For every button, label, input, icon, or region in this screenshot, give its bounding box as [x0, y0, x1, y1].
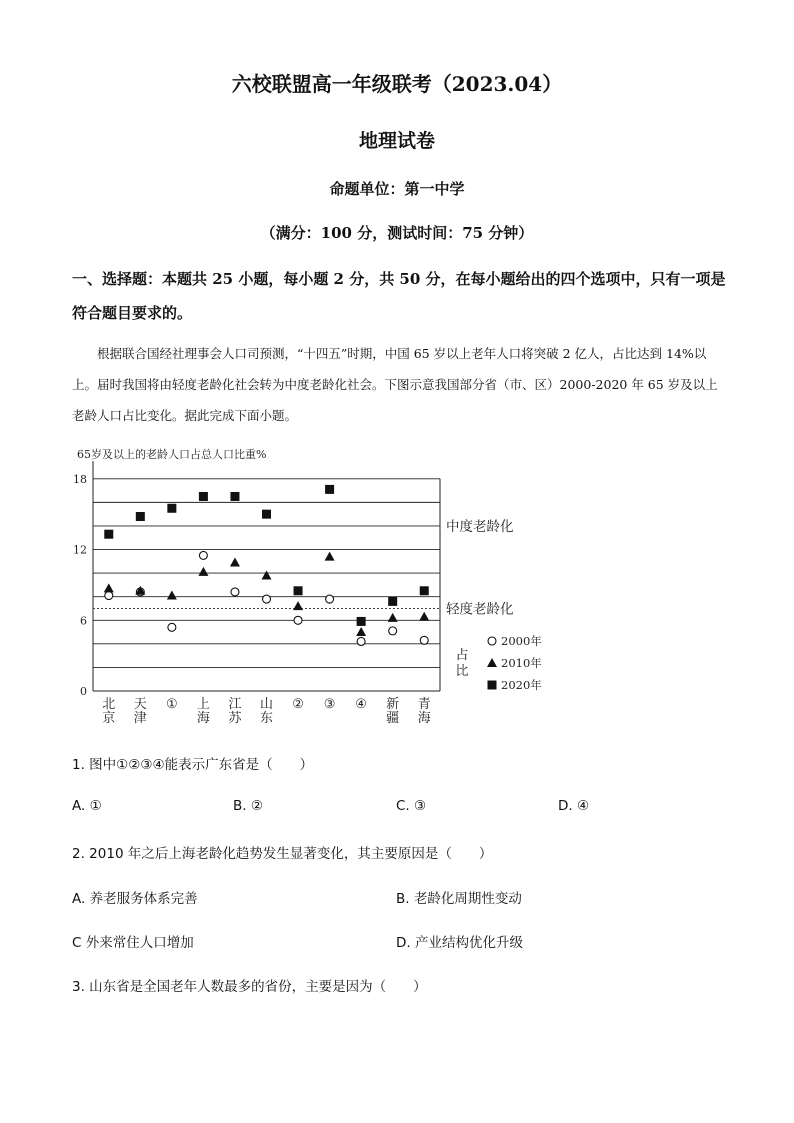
- q2-option-b[interactable]: B. 老龄化周期性变动: [396, 891, 522, 907]
- data-point-square: [199, 492, 208, 501]
- q1-option-b[interactable]: B. ②: [233, 798, 263, 814]
- q1-option-d[interactable]: D. ④: [558, 798, 590, 814]
- intro-paragraph: 根据联合国经社理事会人口司预测，“十四五”时期，中国 65 岁以上老年人口将突破 2 亿人，占比达到 14%以上。届时我国将由轻度老龄化社会转为中度老龄化社会。下图示意我国部分省（市、区）2000-2020 年 65 岁及以上老龄人口占比变化。据此完成下面小题。: [72, 346, 718, 423]
- question-1-stem: 1. 图中①②③④能表示广东省是（ ）: [72, 757, 314, 773]
- chart-title: 65岁及以上的老龄人口占总人口比重%: [77, 448, 267, 461]
- data-point-triangle: [262, 570, 272, 579]
- data-point-triangle: [167, 591, 177, 600]
- side-label: 占: [455, 648, 469, 663]
- subject-title: 地理试卷: [358, 130, 435, 152]
- data-point-triangle: [230, 557, 240, 566]
- x-tick-label: 疆: [386, 711, 400, 726]
- x-tick-label: 青: [417, 697, 431, 712]
- x-tick-label: 北: [102, 697, 116, 712]
- q2-option-a[interactable]: A. 养老服务体系完善: [72, 891, 198, 907]
- data-point-triangle: [104, 583, 114, 592]
- q1-option-c[interactable]: C. ③: [396, 798, 427, 814]
- data-point-triangle: [388, 613, 398, 622]
- section-heading: 一、选择题：本题共 25 小题，每小题 2 分，共 50 分，在每小题给出的四个选项中，只有一项是符合题目要求的。: [72, 270, 726, 322]
- data-point-circle: [357, 637, 365, 645]
- data-point-triangle: [419, 612, 429, 621]
- data-point-square: [136, 512, 145, 521]
- score-info: （满分：100 分，测试时间：75 分钟）: [260, 224, 534, 242]
- legend-label: 2000年: [501, 634, 542, 648]
- data-point-triangle: [198, 567, 208, 576]
- y-tick-label: 0: [80, 685, 87, 698]
- y-tick-label: 18: [73, 472, 87, 486]
- data-point-square: [262, 510, 271, 519]
- data-point-circle: [263, 595, 271, 603]
- data-point-square: [325, 485, 334, 494]
- x-tick-label: 新: [386, 697, 400, 712]
- x-tick-label: ②: [292, 697, 304, 712]
- side-label: 比: [455, 664, 469, 679]
- q2-option-d[interactable]: D. 产业结构优化升级: [396, 935, 523, 951]
- data-point-triangle: [325, 552, 335, 561]
- exam-title: 六校联盟高一年级联考（2023.04）: [231, 72, 563, 96]
- x-tick-label: 海: [196, 711, 210, 726]
- data-point-triangle: [356, 627, 366, 636]
- x-tick-label: 津: [133, 711, 147, 726]
- data-point-square: [167, 504, 176, 513]
- legend-label: 2010年: [501, 656, 542, 670]
- x-tick-label: ③: [323, 697, 336, 712]
- x-tick-label: 苏: [228, 711, 242, 726]
- data-point-circle: [168, 623, 176, 631]
- x-tick-label: ①: [166, 697, 178, 712]
- data-point-square: [294, 586, 303, 595]
- y-tick-label: 12: [73, 543, 87, 557]
- data-point-circle: [326, 595, 334, 603]
- x-tick-label: 天: [133, 697, 147, 712]
- question-2-stem: 2. 2010 年之后上海老龄化趋势发生显著变化，其主要原因是（ ）: [72, 846, 493, 862]
- data-point-circle: [294, 616, 302, 624]
- legend-label: 2020年: [501, 678, 542, 692]
- data-point-triangle: [293, 601, 303, 610]
- reference-line-label: 轻度老龄化: [446, 601, 514, 618]
- data-point-circle: [199, 551, 207, 559]
- aging-chart: [60, 440, 560, 740]
- data-point-square: [104, 530, 113, 539]
- question-3-stem: 3. 山东省是全国老年人数最多的省份，主要是因为（ ）: [72, 979, 427, 995]
- data-point-square: [388, 597, 397, 606]
- x-tick-label: 上: [196, 697, 210, 712]
- legend-marker-triangle: [487, 658, 497, 667]
- x-tick-label: 江: [228, 697, 242, 712]
- x-tick-label: 山: [259, 697, 274, 712]
- legend-marker-circle: [488, 637, 496, 645]
- x-tick-label: ④: [355, 697, 367, 712]
- x-tick-label: 东: [259, 711, 274, 726]
- legend-marker-square: [488, 681, 497, 690]
- data-point-square: [357, 617, 366, 626]
- exam-unit: 命题单位：第一中学: [329, 180, 465, 198]
- reference-line-label: 中度老龄化: [446, 518, 514, 535]
- data-point-square: [420, 586, 429, 595]
- q1-option-a[interactable]: A. ①: [72, 798, 102, 814]
- y-tick-label: 6: [80, 614, 87, 628]
- data-point-circle: [105, 592, 113, 600]
- data-point-square: [230, 492, 239, 501]
- data-point-circle: [420, 636, 428, 644]
- data-point-circle: [389, 627, 397, 635]
- q2-option-c[interactable]: C 外来常住人口增加: [72, 935, 194, 951]
- x-tick-label: 海: [417, 711, 431, 726]
- data-point-circle: [231, 588, 239, 596]
- x-tick-label: 京: [102, 711, 116, 726]
